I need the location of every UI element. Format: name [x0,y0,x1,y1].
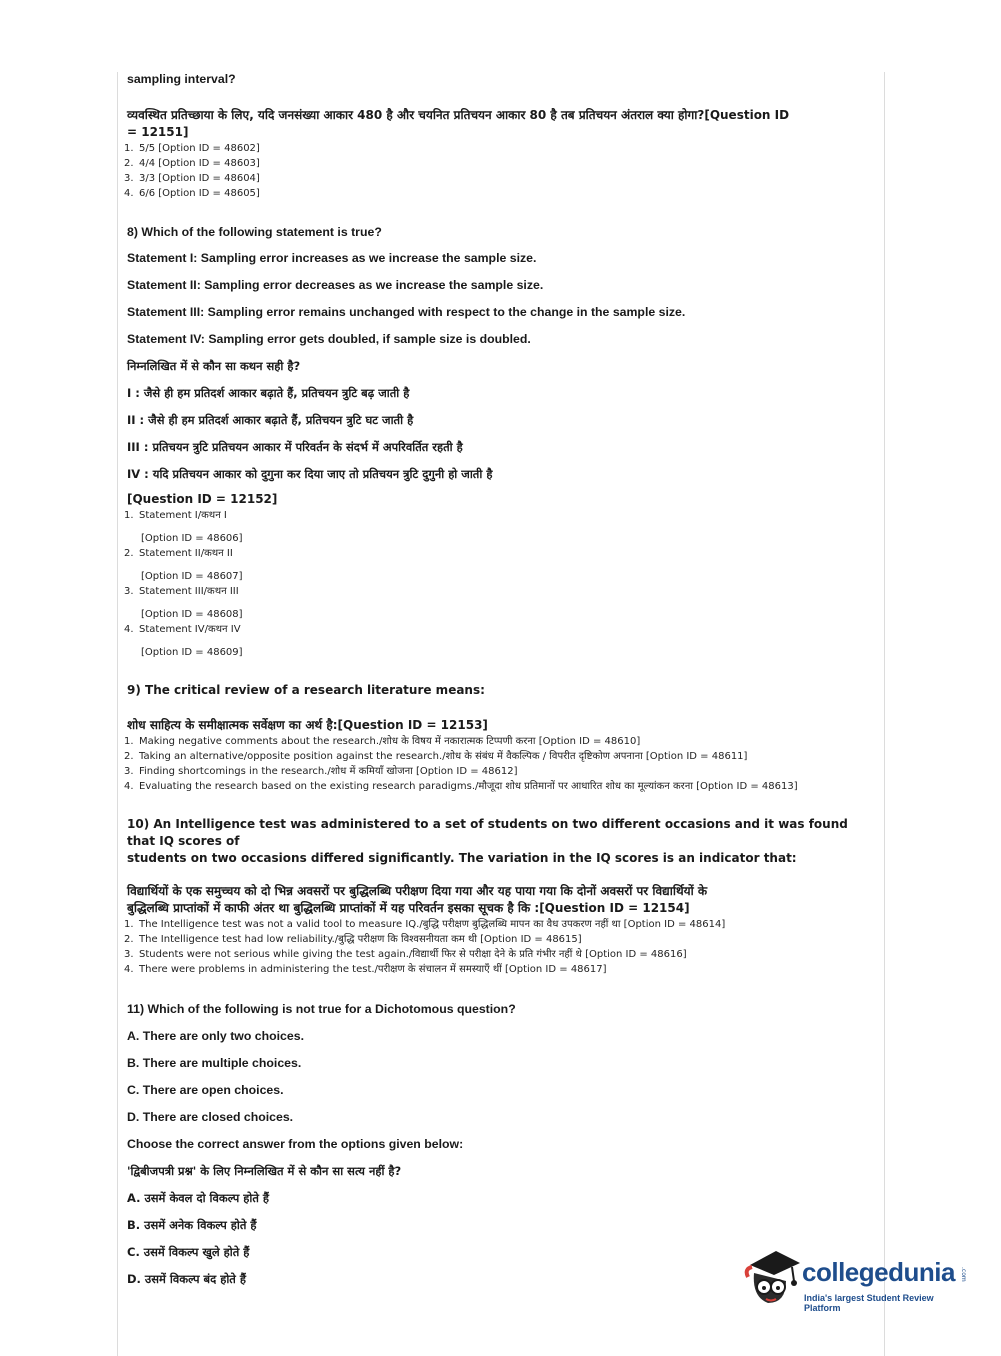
q11-choice: C. There are open choices. [127,1083,284,1097]
option-item[interactable]: 1. Making negative comments about the research./शोध के विषय में नकारात्मक टिप्पणी करना [Option ID = 48610] [124,736,641,747]
q10-title [127,816,877,867]
q7-hindi-line1: व्यवस्थित प्रतिच्छाया के लिए, यदि जनसंख्या आकार 480 है और चयनित प्रतिचयन आकार 80 है तब प्रतिचयन अंतराल क्या होगा?[Question ID [127,108,790,122]
q11-choice: B. There are multiple choices. [127,1056,302,1070]
q9-hindi: शोध साहित्य के समीक्षात्मक सर्वेक्षण का अर्थ है:[Question ID = 12153] [127,718,488,732]
question-10 [124,816,877,977]
q11-choice: A. There are only two choices. [127,1029,304,1043]
q11-hindi-choice: C. उसमें विकल्प खुले होते हैं [127,1245,250,1259]
q10-hindi-line1: विद्यार्थियों के एक समुच्चय को दो भिन्न अवसरों पर बुद्धिलब्धि परीक्षण दिया गया और यह पाया गया कि दोनों अवसरों पर विद्यार्थियों के [127,884,708,898]
question-8 [124,224,877,660]
option-item[interactable]: 4. There were problems in administering the test./परीक्षण के संचालन में समस्याएँ थीं [Option ID = 48617] [124,964,607,975]
option-item[interactable]: 4. Evaluating the research based on the existing research paradigms./मौजूदा शोध प्रतिमानों पर आधारित शोध का मूल्यांकन करना [Option ID = 48613] [124,781,798,792]
option-item[interactable]: 3. Students were not serious while giving the test again./विद्यार्थी फिर से परीक्षा देने के प्रति गंभीर नहीं थे [Option ID = 48616] [124,949,687,960]
q8-question-id: [Question ID = 12152] [127,492,278,506]
q8-statement: Statement I: Sampling error increases as we increase the sample size. [127,251,537,265]
option-item[interactable]: 3. Finding shortcomings in the research./शोध में कमियाँ खोजना [Option ID = 48612] [124,766,518,777]
q7-options [124,141,877,201]
right-margin-line [884,72,885,1356]
option-item[interactable]: 1. Statement I/कथन I [Option ID = 48606] [124,510,243,544]
option-item[interactable]: 4. 6/6 [Option ID = 48605] [124,188,260,199]
logo-com: .com [960,1267,967,1282]
option-item[interactable]: 1. 5/5 [Option ID = 48602] [124,143,260,154]
q8-hindi-statement: IV : यदि प्रतिचयन आकार को दुगुना कर दिया जाए तो प्रतिचयन त्रुटि दुगुनी हो जाती है [127,467,493,481]
logo-tagline: India's largest Student Review Platform [804,1293,934,1313]
q10-hindi [127,883,877,917]
q10-options [124,917,877,977]
option-item[interactable]: 2. The Intelligence test had low reliability./बुद्धि परीक्षण कि विश्वसनीयता कम थी [Option ID = 48615] [124,934,582,945]
option-item[interactable]: 2. Statement II/कथन II [Option ID = 48607] [124,548,243,582]
q9-options [124,734,877,794]
q8-hindi-statement: III : प्रतिचयन त्रुटि प्रतिचयन आकार में परिवर्तन के संदर्भ में अपरिवर्तित रहती है [127,440,463,454]
q11-title: 11) Which of the following is not true for a Dichotomous question? [127,1002,516,1016]
q11-instruction: Choose the correct answer from the options given below: [127,1137,464,1151]
q10-title-line2: students on two occasions differed significantly. The variation in the IQ scores is an indicator that: [127,851,797,865]
option-item[interactable]: 4. Statement IV/कथन IV [Option ID = 48609] [124,624,243,658]
q7-hindi [127,107,877,141]
q9-title: 9) The critical review of a research literature means: [127,683,485,697]
q11-hindi-title: 'द्विबीजपत्री प्रश्न' के लिए निम्नलिखित में से कौन सा सत्य नहीं है? [127,1164,402,1178]
q8-statement: Statement III: Sampling error remains unchanged with respect to the change in the sample size. [127,305,686,319]
q8-hindi-title: निम्नलिखित में से कौन सा कथन सही है? [127,359,301,373]
q8-title: 8) Which of the following statement is true? [127,225,382,239]
q8-statement: Statement II: Sampling error decreases as we increase the sample size. [127,278,544,292]
logo-brand: collegedunia [802,1257,955,1287]
q11-hindi-choice: D. उसमें विकल्प बंद होते हैं [127,1272,246,1286]
option-item[interactable]: 1. The Intelligence test was not a valid tool to measure IQ./बुद्धि परीक्षण बुद्धिलब्धि मापन का वैध उपकरण नहीं था [Option ID = 48614] [124,919,726,930]
mascot-icon [742,1247,802,1309]
question-content [124,71,877,1298]
left-margin-line [117,72,118,1356]
option-item[interactable]: 3. Statement III/कथन III [Option ID = 48608] [124,586,243,620]
question-11 [127,1001,877,1288]
q8-options [124,508,877,660]
collegedunia-logo[interactable] [742,1247,972,1313]
option-item[interactable]: 2. Taking an alternative/opposite position against the research./शोध के संबंध में वैकल्पिक / विपरीत दृष्टिकोण अपनाना [Option ID = 48611] [124,751,748,762]
q8-hindi-statement: I : जैसे ही हम प्रतिदर्श आकार बढ़ाते हैं, प्रतिचयन त्रुटि बढ़ जाती है [127,386,410,400]
question-9 [124,682,877,794]
q11-choice: D. There are closed choices. [127,1110,294,1124]
q8-statement: Statement IV: Sampling error gets doubled, if sample size is doubled. [127,332,531,346]
q11-hindi-choice: B. उसमें अनेक विकल्प होते हैं [127,1218,257,1232]
option-item[interactable]: 3. 3/3 [Option ID = 48604] [124,173,260,184]
q7-hindi-line2: = 12151] [127,125,189,139]
question-7 [124,71,877,201]
q10-title-line1: 10) An Intelligence test was administered to a set of students on two different occasions and it was found that IQ scores of [127,817,848,848]
q10-hindi-line2: बुद्धिलब्धि प्राप्तांकों में काफी अंतर था बुद्धिलब्धि प्राप्तांकों में यह परिवर्तन इसका सूचक है कि :[Question ID = 12154] [127,901,690,915]
q7-tail: sampling interval? [127,72,236,86]
q11-hindi-choice: A. उसमें केवल दो विकल्प होते हैं [127,1191,269,1205]
option-item[interactable]: 2. 4/4 [Option ID = 48603] [124,158,260,169]
q8-hindi-statement: II : जैसे ही हम प्रतिदर्श आकार बढ़ाते हैं, प्रतिचयन त्रुटि घट जाती है [127,413,414,427]
